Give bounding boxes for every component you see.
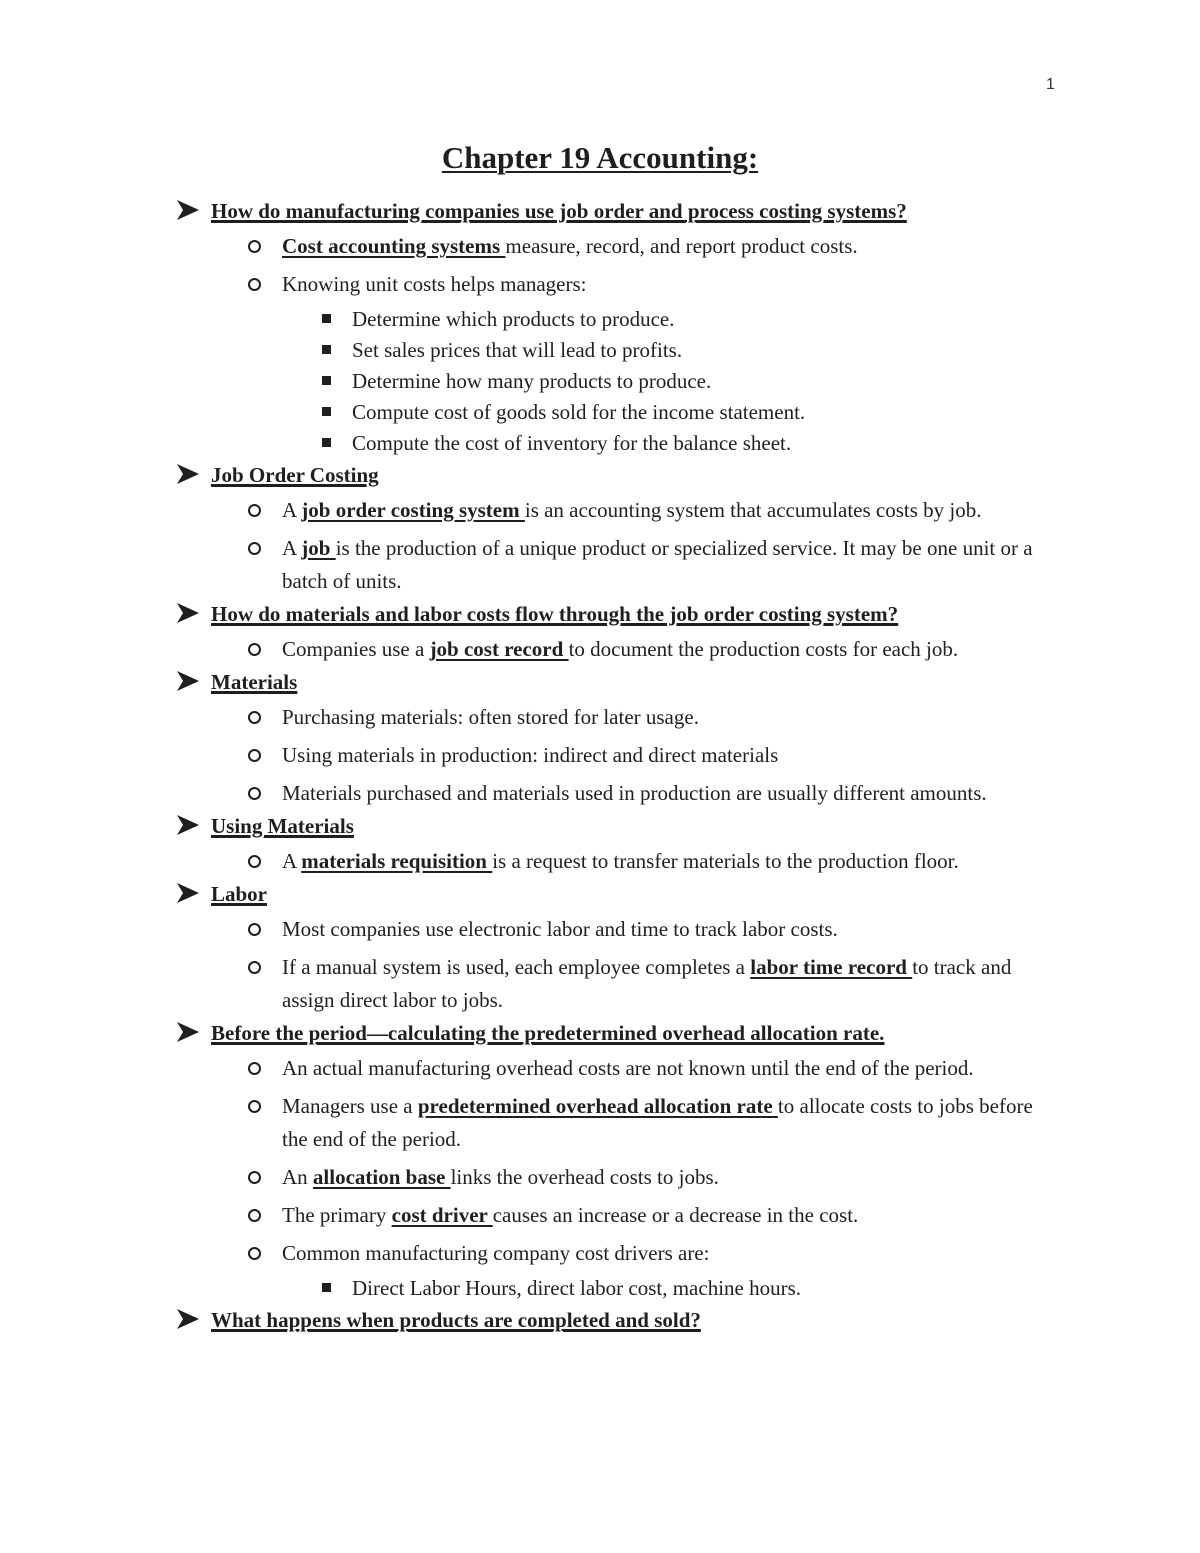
sub-item-text: Compute cost of goods sold for the income statement. bbox=[352, 400, 806, 424]
section-heading bbox=[0, 1020, 1011, 1047]
sub-item-text: Determine how many products to produce. bbox=[352, 369, 712, 393]
section-heading-text: Materials bbox=[211, 670, 298, 694]
sub-item-text: Direct Labor Hours, direct labor cost, machine hours. bbox=[352, 1276, 802, 1300]
item-text: measure, record, and report product costs. bbox=[505, 234, 858, 258]
key-term: cost driver bbox=[391, 1203, 493, 1227]
list-item bbox=[0, 633, 1062, 666]
item-text: Using materials in production: indirect and direct materials bbox=[282, 743, 779, 767]
list-item bbox=[0, 268, 1062, 301]
sub-list-item bbox=[0, 366, 1072, 397]
section-heading-text: Before the period—calculating the predetermined overhead allocation rate. bbox=[211, 1021, 885, 1045]
square-bullet-icon bbox=[322, 345, 331, 354]
section-heading bbox=[0, 1307, 1011, 1334]
item-text: Common manufacturing company cost drivers are: bbox=[282, 1241, 710, 1265]
notes-outline bbox=[0, 195, 1200, 1334]
sub-list-item bbox=[0, 428, 1072, 459]
arrow-bullet-icon bbox=[176, 1021, 200, 1043]
page-title: Chapter 19 Accounting: bbox=[441, 140, 759, 175]
circle-bullet-icon bbox=[248, 1171, 261, 1184]
list-item bbox=[0, 913, 1062, 946]
item-text: is a request to transfer materials to the production floor. bbox=[492, 849, 959, 873]
list-item bbox=[0, 1161, 1062, 1194]
list-item bbox=[0, 739, 1062, 772]
sub-item-text: Determine which products to produce. bbox=[352, 307, 675, 331]
section-heading-text: Job Order Costing bbox=[211, 463, 379, 487]
list-item bbox=[0, 230, 1062, 263]
sub-list-item bbox=[0, 397, 1072, 428]
key-term: allocation base bbox=[312, 1165, 451, 1189]
section-heading bbox=[0, 813, 1011, 840]
item-text: Most companies use electronic labor and time to track labor costs. bbox=[282, 917, 838, 941]
circle-bullet-icon bbox=[248, 923, 261, 936]
item-text: Materials purchased and materials used in production are usually different amounts. bbox=[282, 781, 987, 805]
list-item bbox=[0, 494, 1062, 527]
sub-list-item bbox=[0, 304, 1072, 335]
section-heading-text: How do manufacturing companies use job order and process costing systems? bbox=[211, 199, 907, 223]
item-text: The primary bbox=[282, 1203, 392, 1227]
circle-bullet-icon bbox=[248, 504, 261, 517]
square-bullet-icon bbox=[322, 1283, 331, 1292]
item-text: An actual manufacturing overhead costs are not known until the end of the period. bbox=[282, 1056, 974, 1080]
item-text: is an accounting system that accumulates costs by job. bbox=[524, 498, 982, 522]
key-term: job order costing system bbox=[301, 498, 525, 522]
section-heading-text: Labor bbox=[211, 882, 268, 906]
item-text: to allocate costs to jobs before the end of the period. bbox=[282, 1094, 1033, 1151]
arrow-bullet-icon bbox=[176, 882, 200, 904]
list-item bbox=[0, 1237, 1062, 1270]
item-text: Knowing unit costs helps managers: bbox=[282, 272, 587, 296]
list-item bbox=[0, 777, 1062, 810]
item-text: If a manual system is used, each employee completes a bbox=[282, 955, 751, 979]
circle-bullet-icon bbox=[248, 711, 261, 724]
item-text: is the production of a unique product or specialized service. It may be one unit or a batch of units. bbox=[282, 536, 1033, 593]
circle-bullet-icon bbox=[248, 542, 261, 555]
list-item bbox=[0, 532, 1062, 598]
sub-list-item bbox=[0, 335, 1072, 366]
item-text: A bbox=[282, 536, 302, 560]
key-term: predetermined overhead allocation rate bbox=[417, 1094, 778, 1118]
section-heading-text: What happens when products are completed and sold? bbox=[211, 1308, 701, 1332]
section-heading bbox=[0, 198, 1011, 225]
arrow-bullet-icon bbox=[176, 1308, 200, 1330]
item-text: Companies use a bbox=[282, 637, 430, 661]
list-item bbox=[0, 1199, 1062, 1232]
square-bullet-icon bbox=[322, 438, 331, 447]
circle-bullet-icon bbox=[248, 855, 261, 868]
circle-bullet-icon bbox=[248, 1247, 261, 1260]
circle-bullet-icon bbox=[248, 240, 261, 253]
section-heading bbox=[0, 601, 1011, 628]
item-text: to track and assign direct labor to jobs. bbox=[282, 955, 1012, 1012]
item-text: to document the production costs for each job. bbox=[568, 637, 959, 661]
arrow-bullet-icon bbox=[176, 199, 200, 221]
list-item bbox=[0, 1090, 1062, 1156]
section-heading bbox=[0, 669, 1011, 696]
arrow-bullet-icon bbox=[176, 463, 200, 485]
item-text: An bbox=[282, 1165, 313, 1189]
item-text: Purchasing materials: often stored for later usage. bbox=[282, 705, 699, 729]
circle-bullet-icon bbox=[248, 643, 261, 656]
list-item bbox=[0, 951, 1062, 1017]
item-text: links the overhead costs to jobs. bbox=[450, 1165, 719, 1189]
sub-list-item bbox=[0, 1273, 1072, 1304]
arrow-bullet-icon bbox=[176, 602, 200, 624]
square-bullet-icon bbox=[322, 407, 331, 416]
arrow-bullet-icon bbox=[176, 814, 200, 836]
circle-bullet-icon bbox=[248, 1209, 261, 1222]
page-number: 1 bbox=[1046, 76, 1055, 93]
item-text: A bbox=[282, 849, 302, 873]
key-term: labor time record bbox=[750, 955, 913, 979]
key-term: job bbox=[301, 536, 336, 560]
key-term: job cost record bbox=[429, 637, 569, 661]
arrow-bullet-icon bbox=[176, 670, 200, 692]
sub-item-text: Compute the cost of inventory for the balance sheet. bbox=[352, 431, 792, 455]
list-item bbox=[0, 701, 1062, 734]
circle-bullet-icon bbox=[248, 1100, 261, 1113]
circle-bullet-icon bbox=[248, 278, 261, 291]
section-heading-text: Using Materials bbox=[211, 814, 354, 838]
square-bullet-icon bbox=[322, 314, 331, 323]
sub-item-text: Set sales prices that will lead to profits. bbox=[352, 338, 683, 362]
key-term: materials requisition bbox=[301, 849, 493, 873]
section-heading bbox=[0, 462, 1011, 489]
list-item bbox=[0, 1052, 1062, 1085]
list-item bbox=[0, 845, 1062, 878]
circle-bullet-icon bbox=[248, 961, 261, 974]
square-bullet-icon bbox=[322, 376, 331, 385]
circle-bullet-icon bbox=[248, 749, 261, 762]
section-heading bbox=[0, 881, 1011, 908]
item-text: causes an increase or a decrease in the cost. bbox=[492, 1203, 859, 1227]
item-text: Managers use a bbox=[282, 1094, 418, 1118]
circle-bullet-icon bbox=[248, 787, 261, 800]
item-text: A bbox=[282, 498, 302, 522]
circle-bullet-icon bbox=[248, 1062, 261, 1075]
section-heading-text: How do materials and labor costs flow through the job order costing system? bbox=[211, 602, 899, 626]
key-term: Cost accounting systems bbox=[282, 234, 506, 258]
